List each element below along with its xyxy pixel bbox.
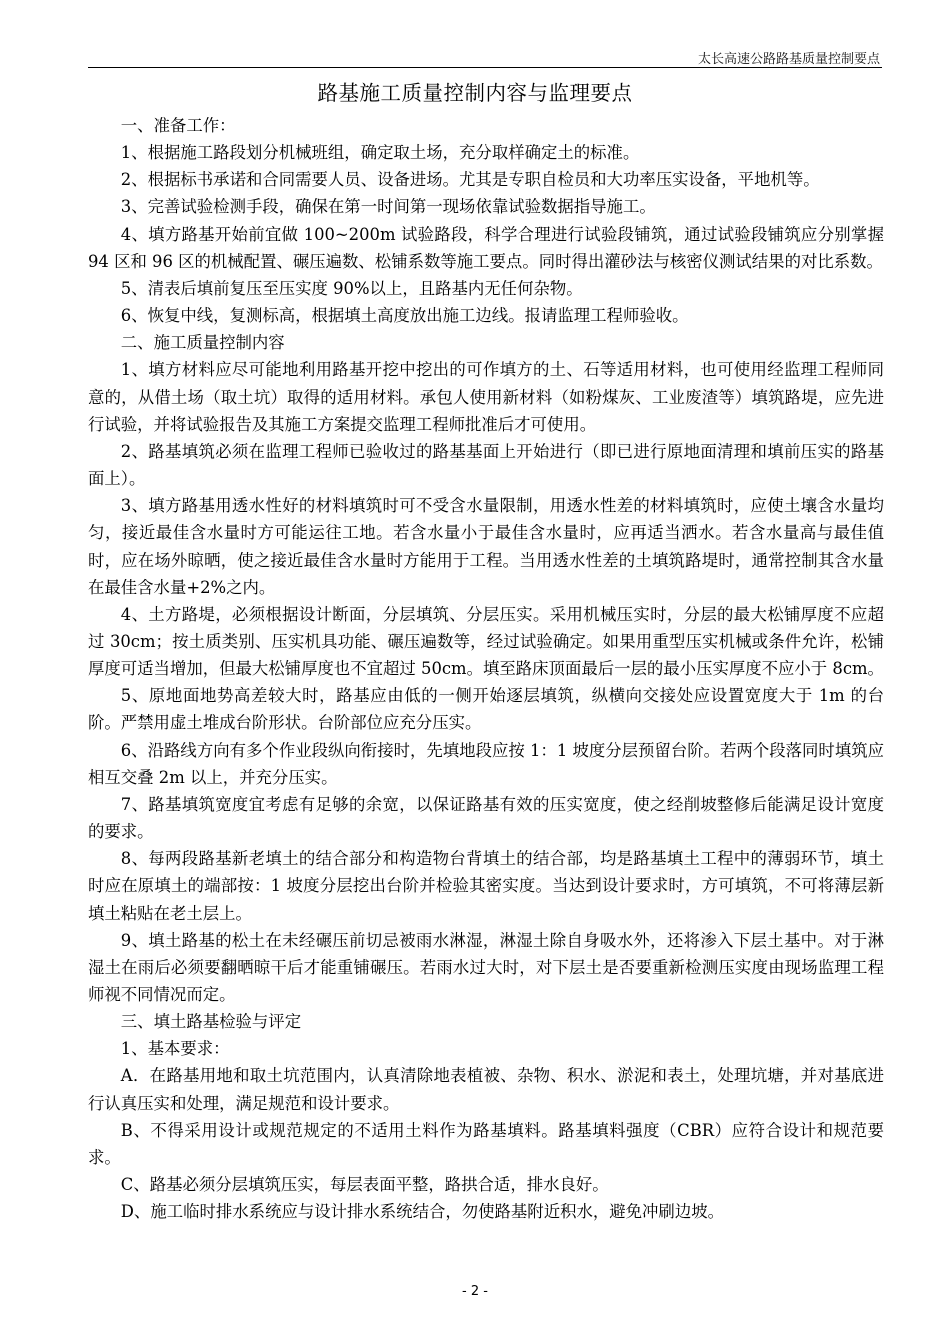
- paragraph: 8、每两段路基新老填土的结合部分和构造物台背填土的结合部，均是路基填土工程中的薄弱环节，填土时应在原填土的端部按：1 坡度分层挖出台阶并检验其密实度。当达到设计要求时，方可填筑，不可将薄层新填土粘贴在老土层上。: [88, 849, 884, 923]
- paragraph: 1、基本要求：: [120, 1039, 230, 1059]
- paragraph: 7、路基填筑宽度宜考虑有足够的余宽，以保证路基有效的压实宽度，使之经削坡整修后能满足设计宽度的要求。: [88, 794, 884, 842]
- paragraph: 1、填方材料应尽可能地利用路基开挖中挖出的可作填方的土、石等适用材料，也可使用经监理工程师同意的，从借土场（取土坑）取得的适用材料。承包人使用新材料（如粉煤灰、工业废渣等）填筑路堤，应先进行试验，并将试验报告及其施工方案提交监理工程师批准后才可使用。: [88, 360, 884, 434]
- paragraph: A．在路基用地和取土坑范围内，认真清除地表植被、杂物、积水、淤泥和表土，处理坑塘，并对基底进行认真压实和处理，满足规范和设计要求。: [88, 1066, 884, 1113]
- section-heading: 二、施工质量控制内容: [120, 333, 285, 353]
- paragraph: 4、土方路堤，必须根据设计断面，分层填筑、分层压实。采用机械压实时，分层的最大松铺厚度不应超过 30cm；按土质类别、压实机具功能、碾压遍数等，经过试验确定。如果用重型压实机械或条件允许，松铺厚度可适当增加，但最大松铺厚度也不宜超过 50cm。填至路床顶面最后一层的最小压实厚度不应小于 8cm。: [88, 604, 884, 679]
- paragraph: 3、填方路基用透水性好的材料填筑时可不受含水量限制，用透水性差的材料填筑时，应使土壤含水量均匀，接近最佳含水量时方可能运往工地。若含水量小于最佳含水量时，应再适当洒水。若含水量高与最佳值时，应在场外晾晒，使之接近最佳含水量时方能用于工程。当用透水性差的土填筑路堤时，通常控制其含水量在最佳含水量+2%之内。: [88, 496, 884, 597]
- paragraph: 9、填土路基的松土在未经碾压前切忌被雨水淋湿，淋湿土除自身吸水外，还将渗入下层土基中。对于淋湿土在雨后必须要翻晒晾干后才能重铺碾压。若雨水过大时，对下层土是否要重新检测压实度由现场监理工程师视不同情况而定。: [88, 930, 884, 1004]
- paragraph: C、路基必须分层填筑压实，每层表面平整，路拱合适，排水良好。: [120, 1175, 609, 1195]
- paragraph: B、不得采用设计或规范规定的不适用土料作为路基填料。路基填料强度（CBR）应符合设计和规范要求。: [88, 1120, 884, 1167]
- paragraph: 2、根据标书承诺和合同需要人员、设备进场。尤其是专职自检员和大功率压实设备，平地机等。: [120, 170, 820, 190]
- paragraph: 3、完善试验检测手段，确保在第一时间第一现场依靠试验数据指导施工。: [120, 197, 656, 217]
- paragraph: 2、路基填筑必须在监理工程师已验收过的路基基面上开始进行（即已进行原地面清理和填前压实的路基面上）。: [88, 441, 884, 489]
- paragraph: 4、填方路基开始前宜做 100~200m 试验路段，科学合理进行试验段铺筑，通过试验段铺筑应分别掌握 94 区和 96 区的机械配置、碾压遍数、松铺系数等施工要点。同时得出灌砂法与核密仪测试结果的对比系数。: [88, 224, 884, 271]
- running-header: 太长高速公路路基质量控制要点: [697, 52, 880, 67]
- document-title: 路基施工质量控制内容与监理要点: [317, 81, 633, 105]
- section-heading: 一、准备工作：: [120, 116, 236, 135]
- paragraph: 1、根据施工路段划分机械班组，确定取土场，充分取样确定土的标准。: [120, 143, 640, 163]
- paragraph: D、施工临时排水系统应与设计排水系统结合，勿使路基附近积水，避免冲刷边坡。: [120, 1202, 724, 1222]
- document-body: [88, 112, 884, 1225]
- paragraph: 5、清表后填前复压至压实度 90%以上，且路基内无任何杂物。: [120, 278, 583, 298]
- page-number: - 2 -: [462, 1284, 488, 1299]
- paragraph: 5、原地面地势高差较大时，路基应由低的一侧开始逐层填筑，纵横向交接处应设置宽度大于 1m 的台阶。严禁用虚土堆成台阶形状。台阶部位应充分压实。: [88, 686, 884, 733]
- header-divider: [88, 67, 882, 68]
- paragraph: 6、恢复中线，复测标高，根据填土高度放出施工边线。报请监理工程师验收。: [120, 306, 689, 326]
- paragraph: 6、沿路线方向有多个作业段纵向衔接时，先填地段应按 1：1 坡度分层预留台阶。若两个段落同时填筑应相互交叠 2m 以上，并充分压实。: [88, 740, 884, 787]
- section-heading: 三、填土路基检验与评定: [120, 1012, 302, 1032]
